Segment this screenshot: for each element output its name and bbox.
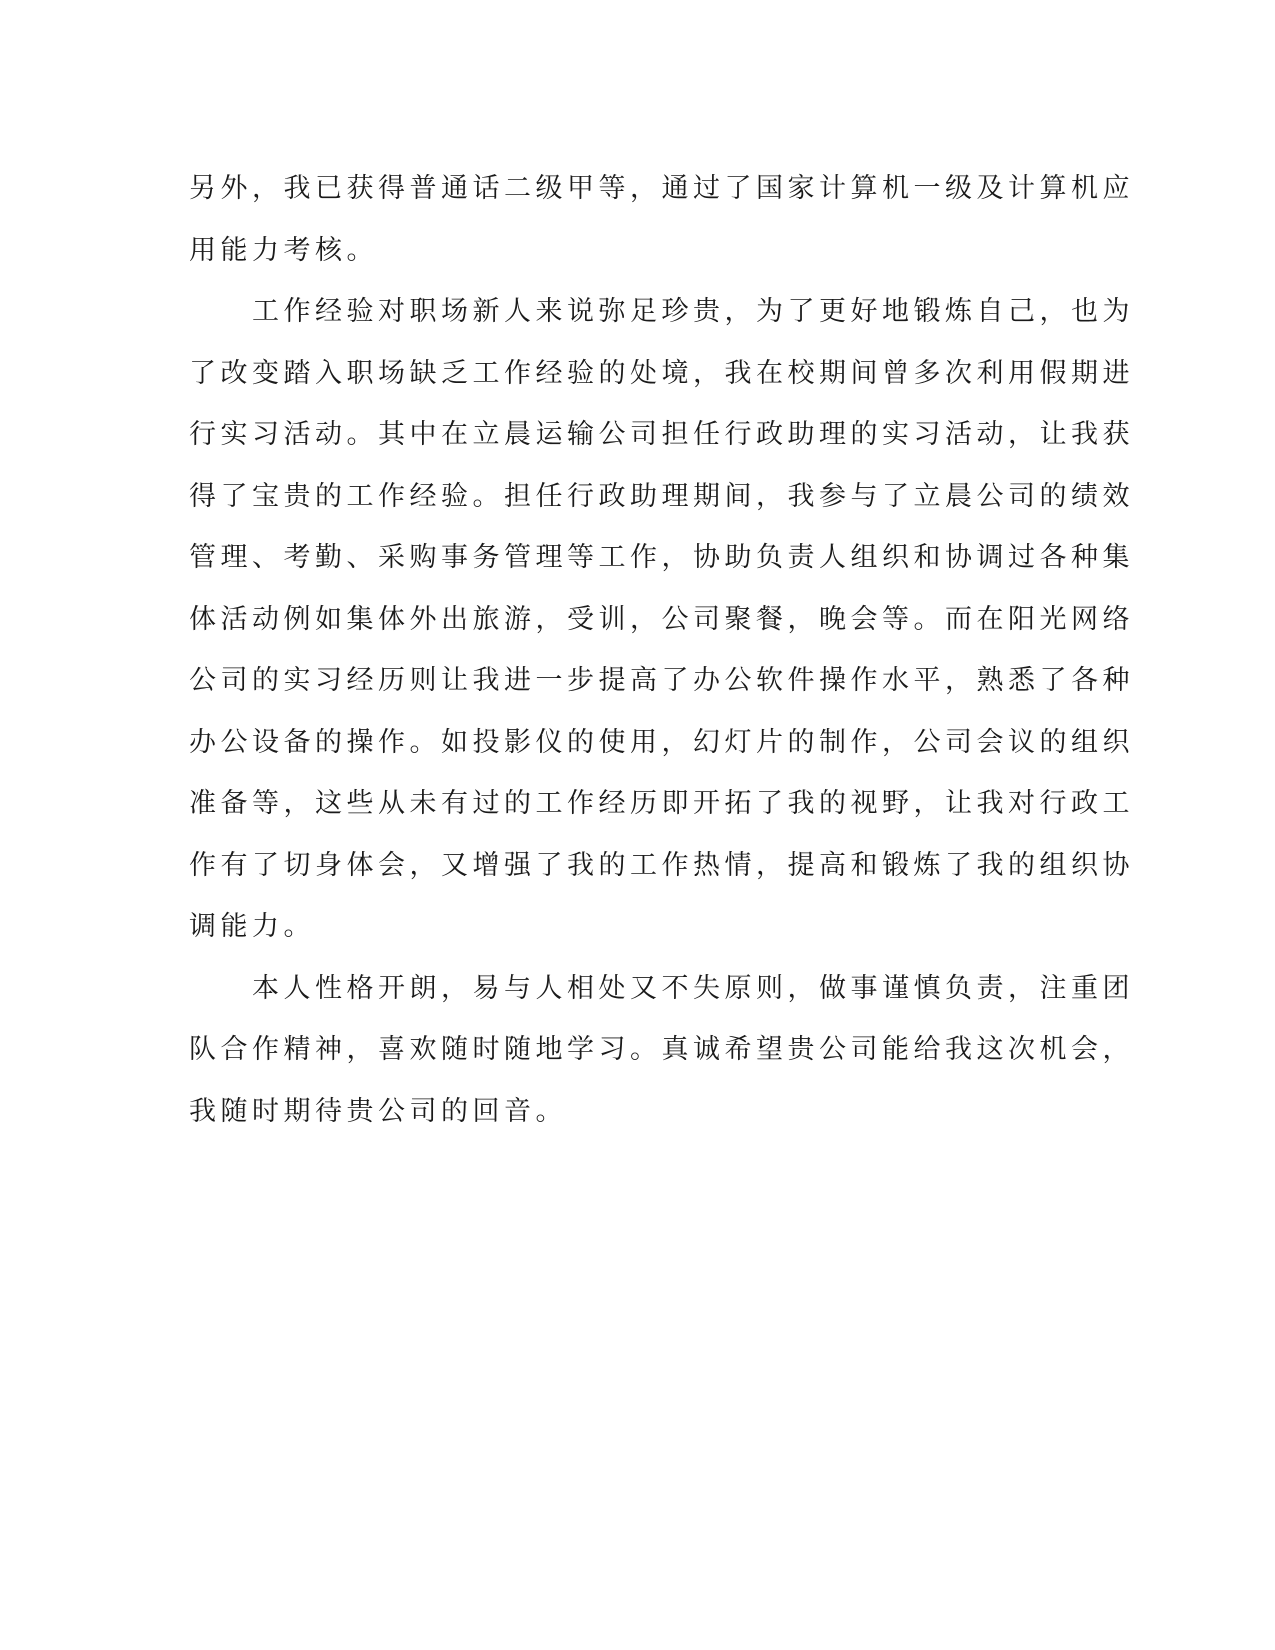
text-line: 我随时期待贵公司的回音。 xyxy=(189,1095,567,1127)
paragraph-work-experience xyxy=(189,281,1134,958)
text-line: 作有了切身体会，又增强了我的工作热情，提高和锻炼了我的组织协 xyxy=(189,849,1134,881)
text-line: 调能力。 xyxy=(189,911,315,942)
text-line: 工作经验对职场新人来说弥足珍贵，为了更好地锻炼自己，也为 xyxy=(252,296,1134,327)
text-line: 得了宝贵的工作经验。担任行政助理期间，我参与了立晨公司的绩效 xyxy=(189,480,1134,512)
text-line: 体活动例如集体外出旅游，受训，公司聚餐，晚会等。而在阳光网络 xyxy=(189,603,1134,635)
text-line: 准备等，这些从未有过的工作经历即开拓了我的视野，让我对行政工 xyxy=(189,788,1134,819)
paragraph-personality xyxy=(189,958,1134,1143)
text-line: 本人性格开朗，易与人相处又不失原则，做事谨慎负责，注重团 xyxy=(252,972,1134,1004)
paragraph-certifications xyxy=(189,158,1134,281)
text-line: 用能力考核。 xyxy=(189,234,378,266)
text-line: 公司的实习经历则让我进一步提高了办公软件操作水平，熟悉了各种 xyxy=(189,665,1134,696)
text-line: 办公设备的操作。如投影仪的使用，幻灯片的制作，公司会议的组织 xyxy=(189,726,1134,758)
document-body xyxy=(189,158,1134,1142)
text-line: 队合作精神，喜欢随时随地学习。真诚希望贵公司能给我这次机会， xyxy=(189,1034,1134,1065)
text-line: 行实习活动。其中在立晨运输公司担任行政助理的实习活动，让我获 xyxy=(189,419,1134,450)
text-line: 了改变踏入职场缺乏工作经验的处境，我在校期间曾多次利用假期进 xyxy=(189,357,1134,389)
text-line: 另外，我已获得普通话二级甲等，通过了国家计算机一级及计算机应 xyxy=(189,173,1134,204)
text-line: 管理、考勤、采购事务管理等工作，协助负责人组织和协调过各种集 xyxy=(189,542,1134,573)
